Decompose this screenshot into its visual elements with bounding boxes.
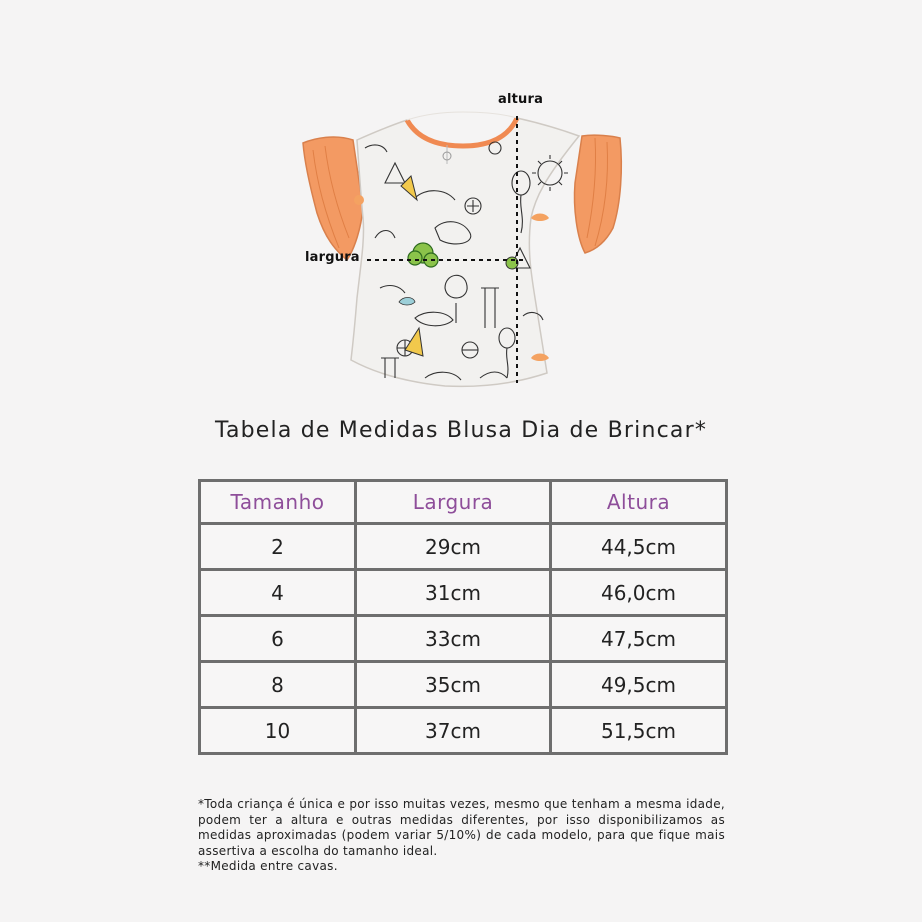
shirt-body — [351, 118, 579, 386]
cell-height: 46,0cm — [551, 570, 727, 616]
header-tamanho: Tamanho — [200, 481, 356, 524]
cell-width: 31cm — [356, 570, 551, 616]
cell-width: 37cm — [356, 708, 551, 754]
table-row — [200, 708, 727, 754]
footnote-disclaimer: *Toda criança é única e por isso muitas vezes, mesmo que tenham a mesma idade, podem ter a altura e outras medidas diferentes, por isso disponibilizamos as medidas aproximadas (podem variar 5/10%) de cada modelo, para que fique mais assertiva a escolha do tamanho ideal. — [198, 797, 725, 858]
cell-size: 6 — [200, 616, 356, 662]
left-ruffle — [303, 137, 363, 260]
table-row — [200, 570, 727, 616]
cell-width: 35cm — [356, 662, 551, 708]
cell-size: 8 — [200, 662, 356, 708]
table-row — [200, 616, 727, 662]
footnote — [198, 797, 725, 875]
size-table — [198, 479, 728, 755]
cell-size: 4 — [200, 570, 356, 616]
table-row — [200, 524, 727, 570]
cell-width: 29cm — [356, 524, 551, 570]
cell-height: 49,5cm — [551, 662, 727, 708]
cell-height: 44,5cm — [551, 524, 727, 570]
page-title: Tabela de Medidas Blusa Dia de Brincar* — [214, 418, 708, 443]
cell-size: 10 — [200, 708, 356, 754]
shirt-image — [295, 88, 630, 398]
height-label: altura — [498, 92, 544, 107]
cell-size: 2 — [200, 524, 356, 570]
footnote-measure-note: **Medida entre cavas. — [198, 859, 338, 873]
width-label: largura — [305, 250, 360, 265]
table-row — [200, 662, 727, 708]
header-altura: Altura — [551, 481, 727, 524]
header-largura: Largura — [356, 481, 551, 524]
product-illustration — [295, 88, 630, 398]
cell-height: 51,5cm — [551, 708, 727, 754]
cell-width: 33cm — [356, 616, 551, 662]
table-header-row — [200, 481, 727, 524]
cell-height: 47,5cm — [551, 616, 727, 662]
